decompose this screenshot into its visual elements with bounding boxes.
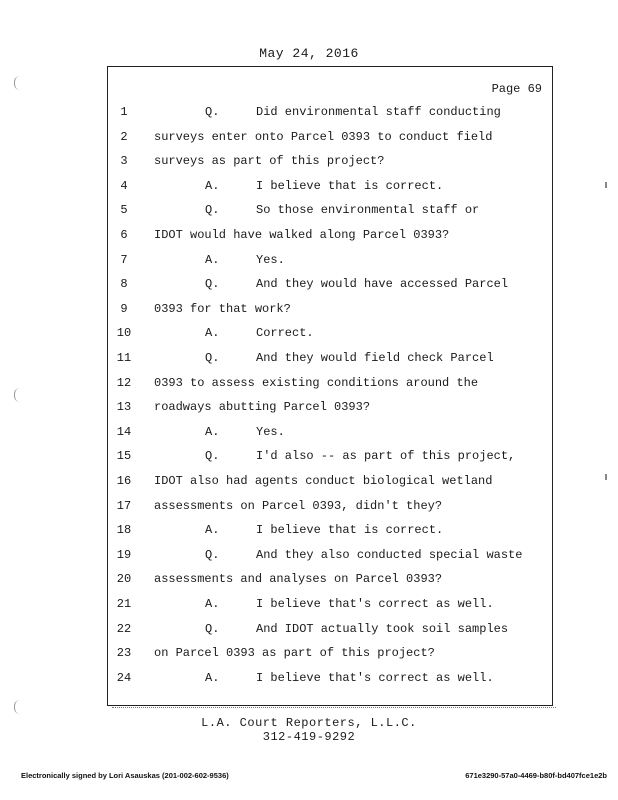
document-id: 671e3290-57a0-4469-b80f-bd407fce1e2b [465, 771, 607, 780]
transcript-line [108, 572, 548, 594]
transcript-line [108, 597, 548, 619]
speaker-label: Q. [205, 351, 220, 365]
line-number: 22 [116, 621, 132, 636]
line-text: assessments on Parcel 0393, didn't they? [154, 498, 443, 513]
line-text: 0393 to assess existing conditions around the [154, 375, 479, 390]
line-text: surveys enter onto Parcel 0393 to conduct field [154, 129, 493, 144]
line-content [205, 326, 314, 340]
line-number: 18 [116, 523, 132, 538]
binder-hole-mark [14, 700, 25, 714]
line-text: So those environmental staff or [256, 203, 480, 218]
speaker-label: Q. [205, 621, 220, 636]
line-number: 15 [116, 449, 132, 464]
page-number: Page 69 [491, 82, 542, 96]
line-content [205, 351, 494, 365]
speaker-label: A. [205, 597, 220, 611]
line-number: 7 [120, 252, 128, 267]
line-text: 0393 for that work? [154, 301, 291, 316]
line-text: surveys as part of this project? [154, 154, 385, 169]
line-content [205, 253, 285, 267]
transcript-line [108, 253, 548, 275]
line-content [205, 523, 443, 537]
transcript-line [108, 130, 548, 152]
electronic-signature: Electronically signed by Lori Asauskas (201-002-602-9536) [21, 771, 229, 780]
transcript-line [108, 105, 548, 127]
binder-hole-mark [14, 388, 25, 402]
transcript-line [108, 548, 548, 570]
transcript-line [108, 277, 548, 299]
line-text: I believe that is correct. [256, 523, 444, 538]
line-content [205, 179, 443, 193]
line-text: And IDOT actually took soil samples [256, 621, 509, 636]
line-number: 17 [116, 498, 132, 513]
line-text: And they also conducted special waste [256, 547, 523, 562]
scan-edge-mark [605, 474, 607, 480]
speaker-label: A. [205, 424, 220, 439]
line-text: And they would have accessed Parcel [256, 277, 509, 292]
speaker-label: Q. [205, 547, 220, 562]
line-content [205, 277, 508, 291]
line-number: 16 [116, 474, 132, 488]
line-text: I believe that is correct. [256, 178, 444, 193]
line-content [154, 228, 449, 242]
line-content [205, 449, 515, 463]
line-number: 4 [120, 178, 128, 193]
line-text: IDOT would have walked along Parcel 0393? [154, 228, 450, 242]
line-content [154, 376, 478, 390]
line-number: 11 [116, 351, 132, 365]
line-content [154, 646, 435, 660]
transcript-line [108, 376, 548, 398]
scan-edge-mark [605, 182, 607, 188]
line-number: 14 [116, 424, 132, 439]
binder-hole-mark [14, 76, 25, 90]
transcript-line [108, 523, 548, 545]
line-content [154, 572, 442, 586]
line-number: 5 [120, 203, 128, 218]
line-number: 9 [120, 301, 128, 316]
line-number: 8 [120, 277, 128, 292]
transcript-line [108, 449, 548, 471]
line-number: 10 [116, 326, 132, 341]
speaker-label: Q. [205, 277, 220, 292]
transcript-line [108, 228, 548, 250]
line-number: 3 [120, 154, 128, 169]
speaker-label: Q. [205, 449, 220, 464]
line-text: IDOT also had agents conduct biological wetland [154, 474, 493, 488]
line-number: 23 [116, 646, 132, 661]
line-text: on Parcel 0393 as part of this project? [154, 646, 435, 661]
line-number: 13 [116, 400, 132, 415]
line-content [205, 597, 494, 611]
line-content [154, 302, 291, 316]
line-number: 20 [116, 572, 132, 587]
transcript-line [108, 351, 548, 373]
court-reporter-name: L.A. Court Reporters, L.L.C. [201, 716, 417, 730]
speaker-label: Q. [205, 203, 220, 218]
frame-shadow-divider [112, 704, 556, 708]
transcript-line [108, 646, 548, 668]
transcript-line [108, 302, 548, 324]
speaker-label: Q. [205, 105, 220, 119]
transcript-line [108, 179, 548, 201]
transcript-page-frame [107, 66, 553, 706]
line-text: I believe that's correct as well. [256, 670, 494, 685]
line-number: 2 [120, 129, 128, 144]
line-content [154, 474, 492, 488]
line-number: 12 [116, 375, 132, 390]
transcript-line [108, 474, 548, 496]
line-content [205, 548, 522, 562]
line-number: 24 [116, 670, 132, 685]
line-content [205, 671, 494, 685]
transcript-line [108, 326, 548, 348]
line-content [154, 499, 442, 513]
transcript-line [108, 203, 548, 225]
speaker-label: A. [205, 326, 220, 341]
line-text: Yes. [256, 424, 285, 439]
speaker-label: A. [205, 252, 220, 267]
line-text: Yes. [256, 252, 285, 267]
transcript-line [108, 400, 548, 422]
transcript-date: May 24, 2016 [259, 46, 359, 61]
line-text: I believe that's correct as well. [256, 597, 494, 611]
line-number: 21 [116, 597, 132, 611]
line-text: I'd also -- as part of this project, [256, 449, 516, 464]
line-content [205, 203, 479, 217]
line-text: assessments and analyses on Parcel 0393? [154, 572, 443, 587]
speaker-label: A. [205, 523, 220, 538]
transcript-line [108, 671, 548, 693]
court-reporter-phone: 312-419-9292 [262, 730, 356, 744]
line-content [154, 130, 492, 144]
transcript-line [108, 622, 548, 644]
line-content [205, 425, 285, 439]
transcript-line [108, 499, 548, 521]
line-text: roadways abutting Parcel 0393? [154, 400, 371, 415]
line-content [154, 400, 370, 414]
line-content [154, 154, 384, 168]
line-number: 1 [120, 105, 128, 119]
line-text: Did environmental staff conducting [256, 105, 501, 119]
line-number: 6 [120, 228, 128, 242]
transcript-line [108, 425, 548, 447]
line-number: 19 [116, 547, 132, 562]
line-content [205, 622, 508, 636]
speaker-label: A. [205, 178, 220, 193]
line-text: And they would field check Parcel [256, 351, 494, 365]
line-text: Correct. [256, 326, 314, 341]
transcript-line [108, 154, 548, 176]
line-content [205, 105, 501, 119]
speaker-label: A. [205, 670, 220, 685]
